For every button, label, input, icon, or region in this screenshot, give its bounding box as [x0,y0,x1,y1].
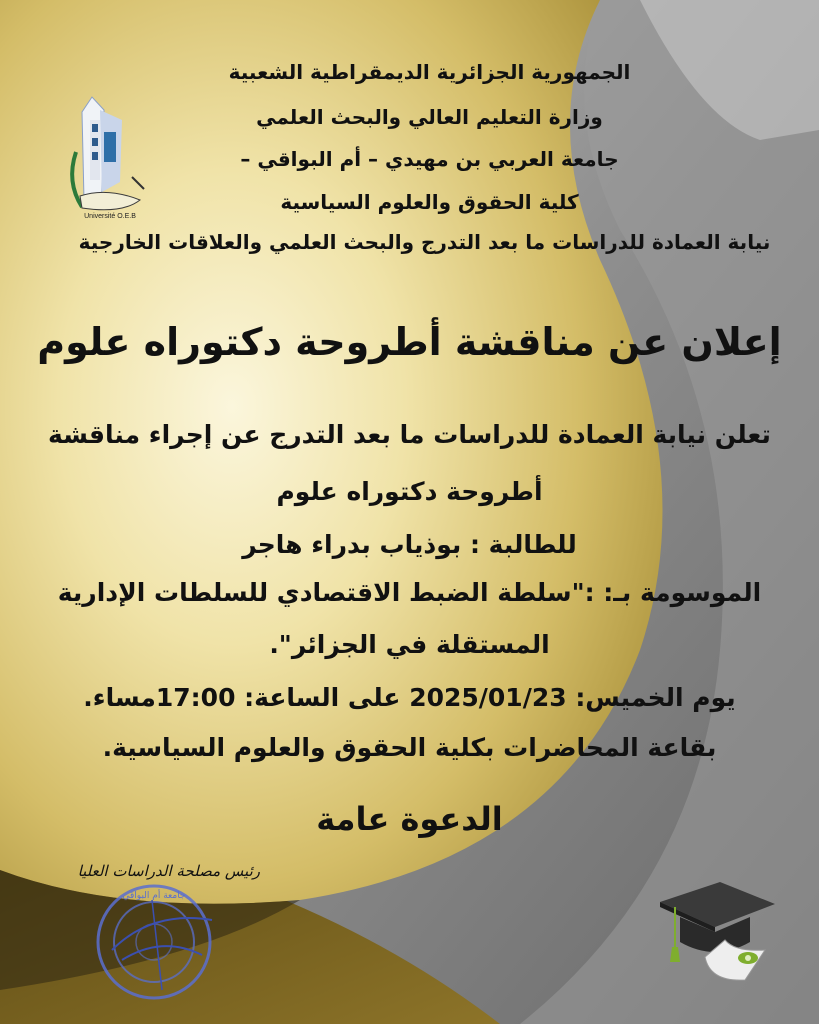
logo-caption: Université O.E.B [84,213,136,220]
defense-venue: بقاعة المحاضرات بكلية الحقوق والعلوم السياسية. [102,733,717,762]
defense-date-time: يوم الخميس: 2025/01/23 على الساعة: 17:00مساء. [83,683,736,712]
official-stamp [92,880,222,1010]
header-ministry: وزارة التعليم العالي والبحث العلمي [256,105,603,129]
thesis-title-line-2: المستقلة في الجزائر". [269,630,550,659]
header-university: جامعة العربي بن مهيدي – أم البواقي – [240,147,619,171]
signature-label: رئيس مصلحة الدراسات العليا [77,862,260,880]
public-invitation: الدعوة عامة [316,800,503,838]
intro-line-1: تعلن نيابة العمادة للدراسات ما بعد التدرج عن إجراء مناقشة [48,420,771,449]
page-title: إعلان عن مناقشة أطروحة دكتوراه علوم [37,320,782,364]
header-republic: الجمهورية الجزائرية الديمقراطية الشعبية [228,60,631,84]
student-name: للطالبة : بوذياب بدراء هاجر [242,530,577,559]
intro-line-2: أطروحة دكتوراه علوم [276,477,543,506]
stamp-text: جامعة أم البواقي [122,891,186,901]
thesis-title-line-1: الموسومة بـ: :"سلطة الضبط الاقتصادي للسلطات الإدارية [57,578,762,607]
header-vice-deanship: نيابة العمادة للدراسات ما بعد التدرج والبحث العلمي والعلاقات الخارجية [78,230,771,254]
graduation-cap-icon [650,862,780,992]
header-faculty: كلية الحقوق والعلوم السياسية [280,190,579,214]
